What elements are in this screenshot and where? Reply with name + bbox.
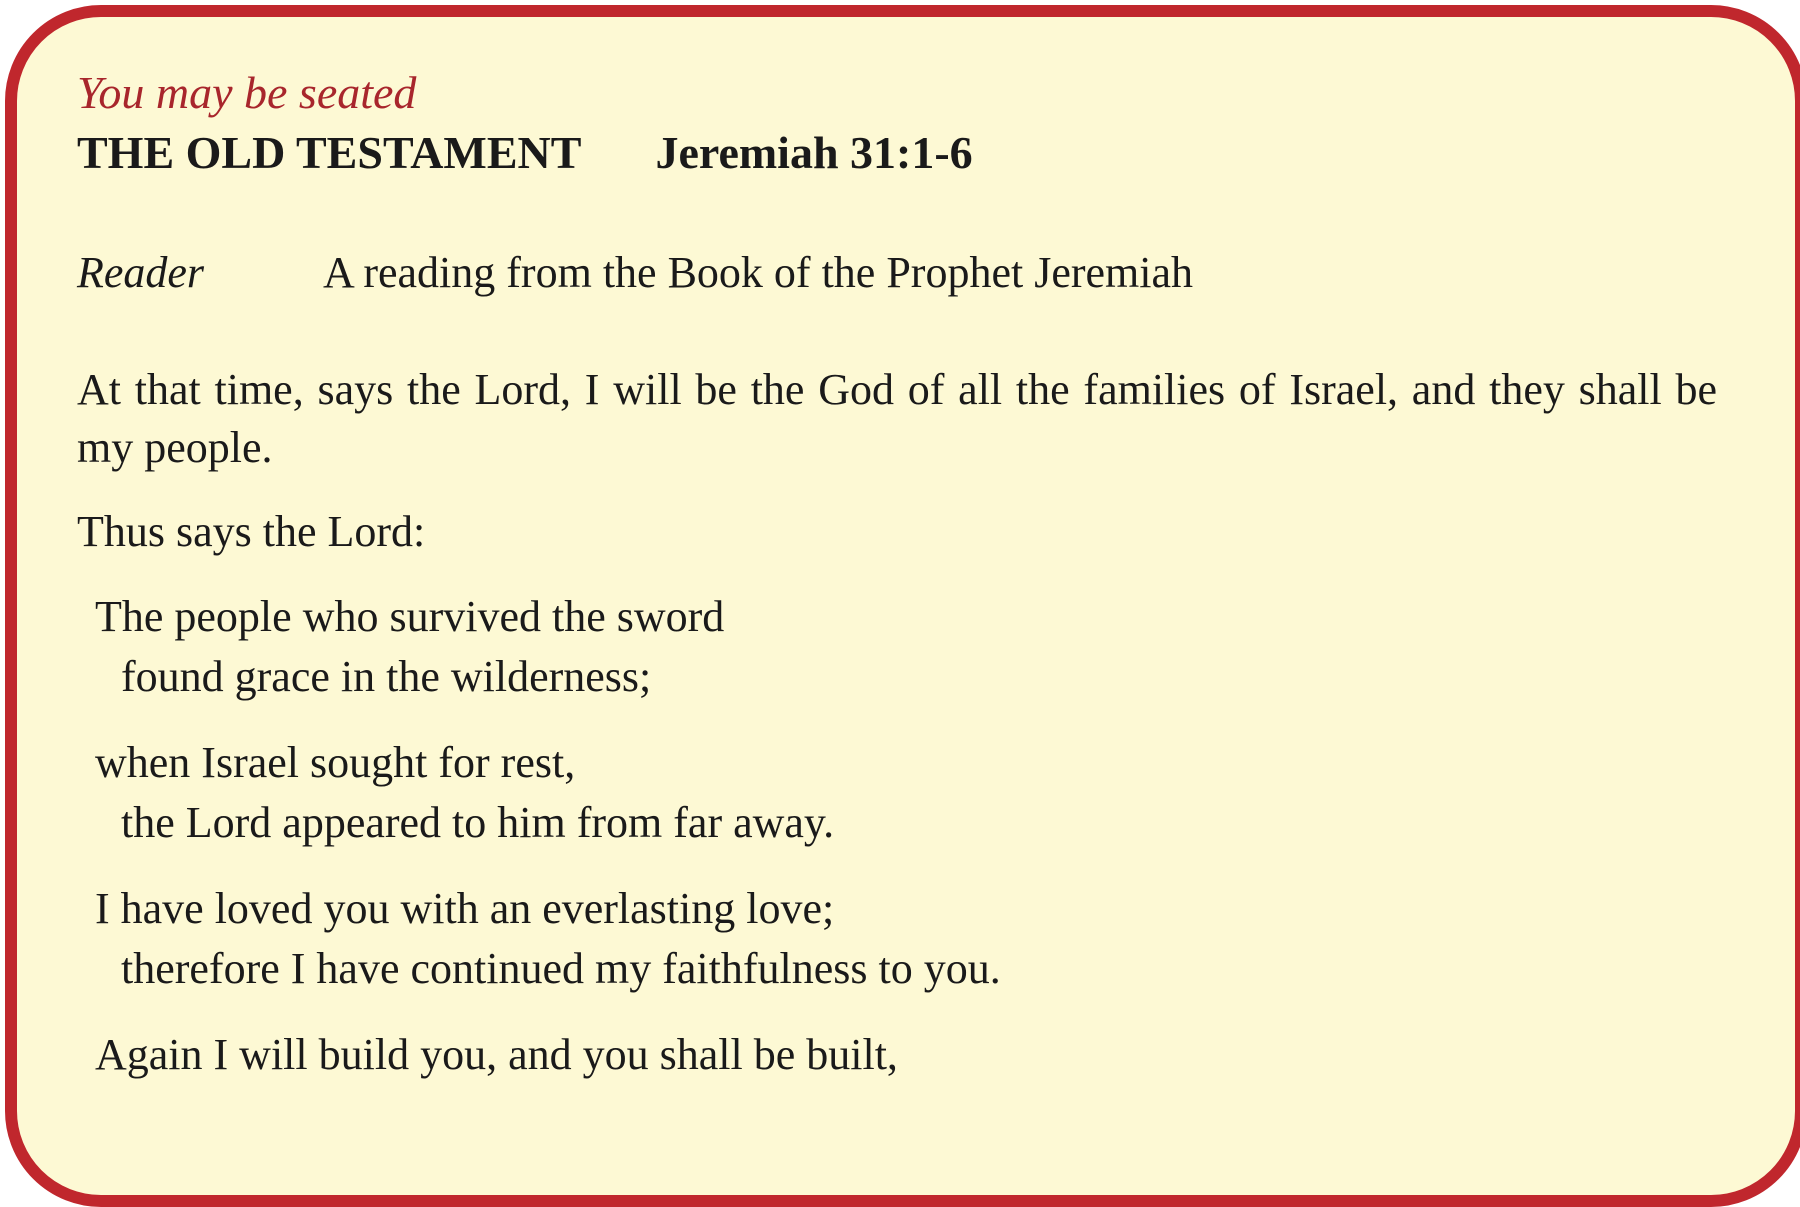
reading-content [77, 65, 1735, 1085]
reader-announcement: A reading from the Book of the Prophet Jeremiah [323, 248, 1194, 297]
verse-stanza [95, 587, 1735, 707]
heading-citation: Jeremiah 31:1-6 [655, 127, 973, 178]
reading-card [5, 5, 1800, 1207]
verse-line: Again I will build you, and you shall be built, [95, 1030, 898, 1079]
verse-line-indented: therefore I have continued my faithfulness to you. [121, 944, 1001, 993]
verse-line: I have loved you with an everlasting love; [95, 884, 835, 933]
verse-stanza [95, 1025, 1735, 1085]
heading-title: THE OLD TESTAMENT [77, 127, 582, 178]
verse-line: The people who survived the sword [95, 592, 725, 641]
verse-line: when Israel sought for rest, [95, 738, 576, 787]
rubric-text: You may be seated [77, 67, 417, 118]
reading-heading [77, 125, 1735, 181]
verse-stanza [95, 733, 1735, 853]
reader-line [77, 245, 1735, 301]
verse-line-indented: the Lord appeared to him from far away. [121, 798, 835, 847]
verse-stanza [95, 879, 1735, 999]
prose-paragraph: At that time, says the Lord, I will be the God of all the families of Israel, and they shall be my people. [77, 365, 1717, 472]
verse-line-indented: found grace in the wilderness; [121, 652, 652, 701]
reader-role: Reader [77, 248, 205, 297]
prose-paragraph: Thus says the Lord: [77, 507, 426, 556]
